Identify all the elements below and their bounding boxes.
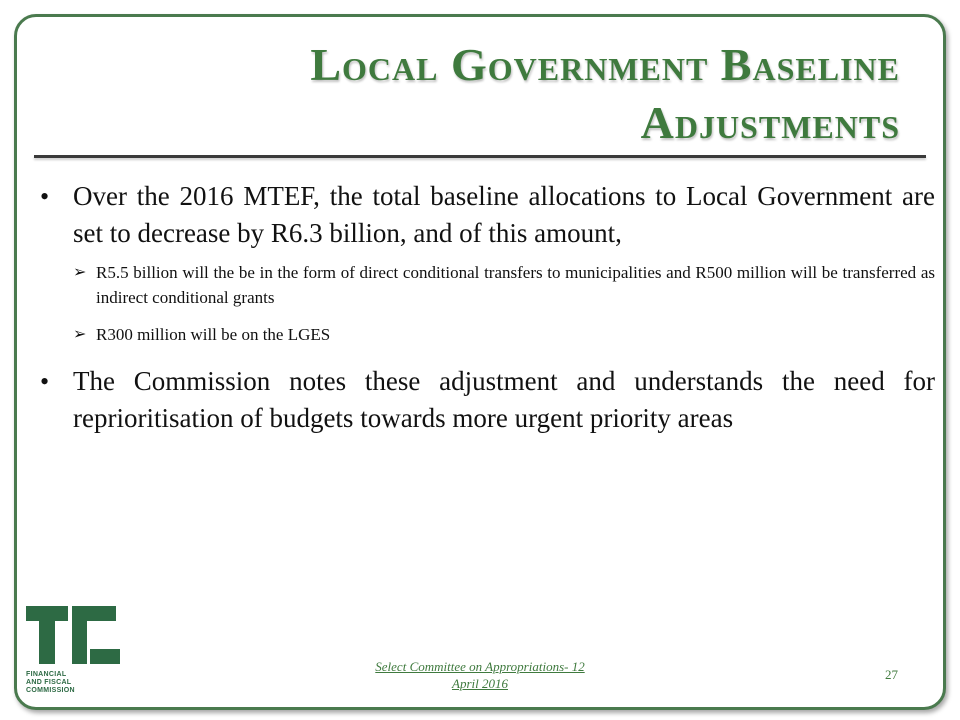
- bullet-2-text: The Commission notes these adjustment and understands the need for reprioritisation of budgets towards more urgent priority areas: [73, 366, 935, 433]
- ffc-logo-mark-icon: [26, 604, 122, 666]
- footer-text: [340, 658, 620, 692]
- logo-caption-3: COMMISSION: [26, 687, 75, 694]
- bullet-1: [40, 178, 935, 252]
- sub-bullet-1-text: R5.5 billion will the be in the form of direct conditional transfers to municipalities and R500 million will be transferred as indirect conditional grants: [96, 263, 935, 307]
- title-divider: [34, 155, 926, 158]
- bullet-dot-icon: •: [40, 182, 50, 211]
- logo-caption-1: FINANCIAL: [26, 671, 67, 678]
- sub-bullet-2: [40, 322, 935, 347]
- ffc-logo: [26, 604, 122, 696]
- sub-bullet-1: [40, 260, 935, 310]
- bullet-dot-icon: •: [40, 367, 50, 396]
- bullet-2: [40, 363, 935, 437]
- sub-bullet-2-text: R300 million will be on the LGES: [96, 325, 331, 344]
- footer-line-1: Select Committee on Appropriations- 12: [375, 659, 585, 674]
- title-line-1: Local Government Baseline: [310, 39, 900, 90]
- slide-content: [40, 178, 935, 445]
- bullet-1-text: Over the 2016 MTEF, the total baseline allocations to Local Government are set to decrease by R6.3 billion, and of this amount,: [73, 181, 935, 248]
- arrow-bullet-icon: ➢: [73, 264, 87, 281]
- arrow-bullet-icon: ➢: [73, 326, 87, 343]
- page-number: 27: [885, 667, 898, 682]
- title-line-2: Adjustments: [640, 97, 900, 148]
- logo-caption-2: AND FISCAL: [26, 679, 72, 686]
- slide-title: [80, 36, 900, 152]
- footer-line-2: April 2016: [452, 676, 508, 691]
